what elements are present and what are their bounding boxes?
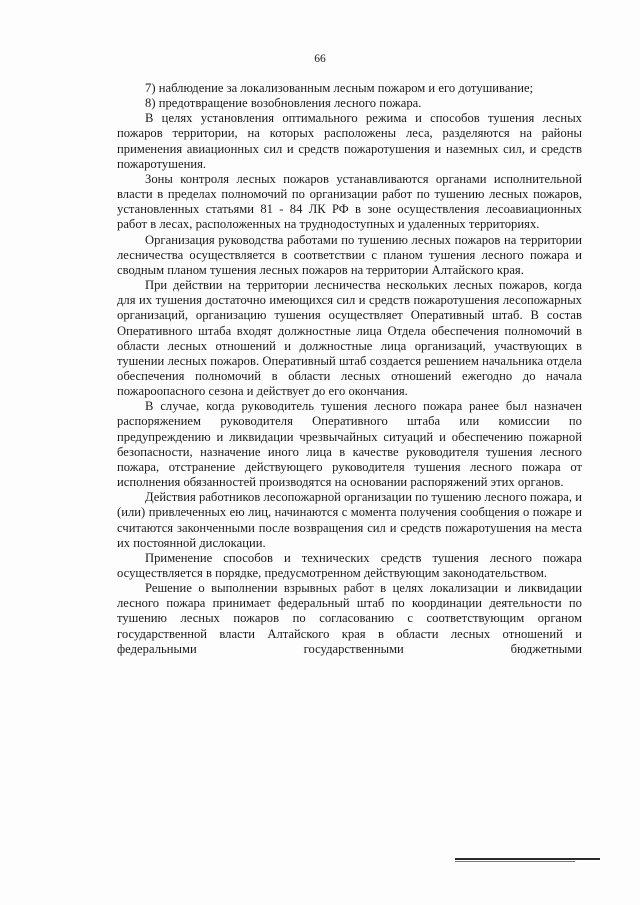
paragraph-blasting: Решение о выполнении взрывных работ в целях локализации и ликвидации лесного пожара принимает федеральный штаб по координации деятельности по тушению лесных пожаров по согласованию с соответствующим органом государственной власти Алтайского края в области лесных отношений и федеральными государственными бюджетными <box>117 581 582 656</box>
paragraph-leader-replacement: В случае, когда руководитель тушения лесного пожара ранее был назначен распоряжением руководителя Оперативного штаба или комиссии по предупреждению и ликвидации чрезвычайных ситуаций и обеспечению пожарной безопасности, назначение иного лица в качестве руководителя тушения лесного пожара, отстранение действующего руководителя тушения лесного пожара от исполнения обязанностей производятся на основании распоряжений этих органов. <box>117 399 582 490</box>
page-number: 66 <box>314 53 326 65</box>
paragraph-organization: Организация руководства работами по тушению лесных пожаров на территории лесничества осуществляется в соответствии с планом тушения лесного пожара и сводным планом тушения лесных пожаров на территории Алтайского края. <box>117 232 582 277</box>
paragraph-control-zones: Зоны контроля лесных пожаров устанавливаются органами исполнительной власти в пределах полномочий по организации работ по тушению лесных пожаров, установленных статьями 81 - 84 ЛК РФ в зоне осуществления лесоавиационных работ в лесах, расположенных на труднодоступных и удаленных территориях. <box>117 171 582 232</box>
paragraph-tushenie-regions: В целях установления оптимального режима и способов тушения лесных пожаров территории, на которых расположены леса, разделяются на районы применения авиационных сил и средств пожаротушения и наземных сил, и средств пожаротушения. <box>117 111 582 171</box>
paragraph-worker-actions: Действия работников лесопожарной организации по тушению лесного пожара, и (или) привлеченных ею лиц, начинаются с момента получения сообщения о пожаре и считаются законченными после возвращения сил и средств пожаротушения на места их постоянной дислокации. <box>117 490 582 550</box>
paragraph-operational-hq: При действии на территории лесничества нескольких лесных пожаров, когда для их тушения достаточно имеющихся сил и средств пожаротушения лесопожарных организаций, организацию тушения осуществляет Оперативный штаб. В состав Оперативного штаба входят должностные лица Отдела обеспечения полномочий в области лесных отношений и должностные лица организаций, участвующих в тушении лесных пожаров. Оперативный штаб создается решением начальника отдела обеспечения полномочий в области лесных отношений ежегодно до начала пожароопасного сезона и действует до его окончания. <box>117 278 582 399</box>
bottom-rule <box>455 858 600 860</box>
paragraph-item-7: 7) наблюдение за локализованным лесным пожаром и его дотушивание; <box>145 81 534 95</box>
bottom-rule-shadow <box>455 861 575 862</box>
paragraph-item-8: 8) предотвращение возобновления лесного пожара. <box>145 96 422 111</box>
document-body <box>117 81 582 657</box>
paragraph-methods: Применение способов и технических средств тушения лесного пожара осуществляется в порядке, предусмотренном действующим законодательством. <box>117 550 582 580</box>
